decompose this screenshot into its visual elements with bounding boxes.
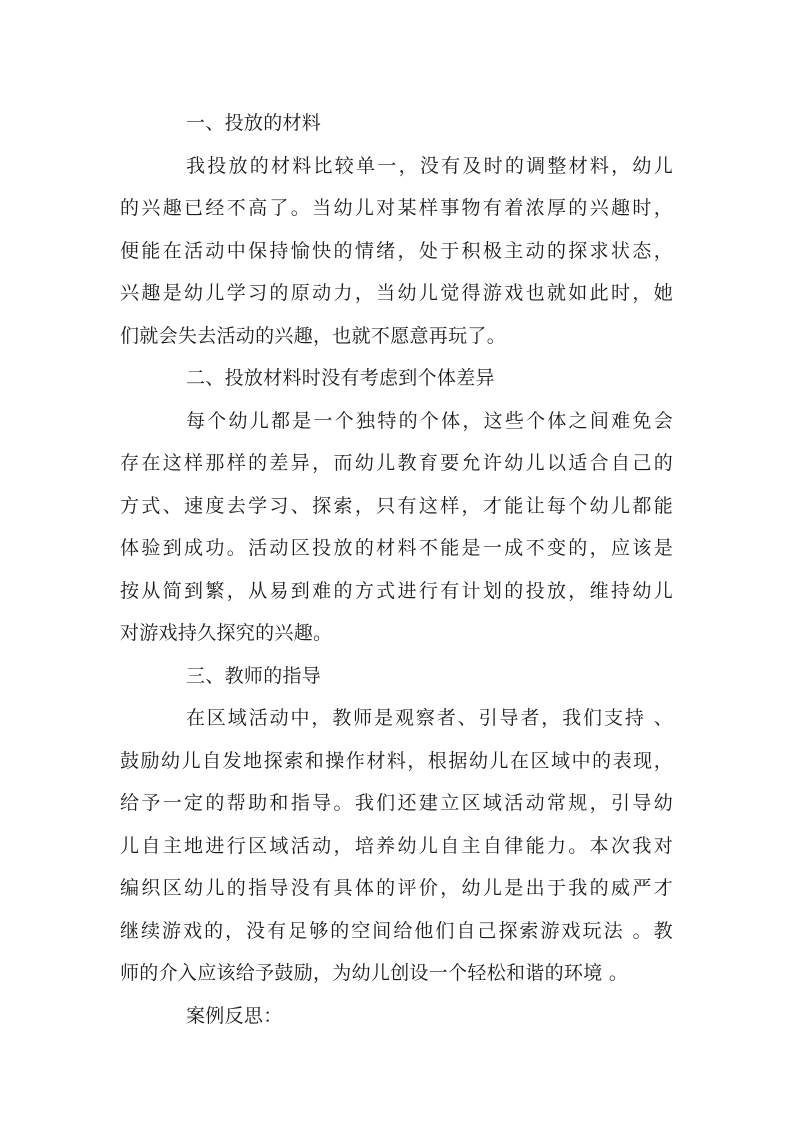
document-body xyxy=(120,102,673,1037)
heading-individual-differences: 二、投放材料时没有考虑到个体差异 xyxy=(186,367,495,389)
paragraph-line: 儿自主地进行区域活动，培养幼儿自主自律能力。本次我对 xyxy=(120,834,673,857)
paragraph-line: 编织区幼儿的指导没有具体的评价，幼儿是出于我的威严才 xyxy=(120,877,673,899)
paragraph-line: 鼓励幼儿自发地探索和操作材料，根据幼儿在区域中的表现， xyxy=(120,749,673,772)
paragraph-line: 按从简到繁，从易到难的方式进行有计划的投放，维持幼儿 xyxy=(120,579,673,602)
paragraph-line: 的兴趣已经不高了。当幼儿对某样事物有着浓厚的兴趣时， xyxy=(120,197,673,219)
paragraph-line: 我投放的材料比较单一，没有及时的调整材料，幼儿 xyxy=(186,154,673,177)
paragraph-line: 便能在活动中保持愉快的情绪，处于积极主动的探求状态， xyxy=(120,239,673,262)
heading-case-reflection: 案例反思： xyxy=(186,1004,283,1027)
paragraph-line: 兴趣是幼儿学习的原动力，当幼儿觉得游戏也就如此时，她 xyxy=(120,282,673,304)
paragraph-line: 方式、速度去学习、探索，只有这样，才能让每个幼儿都能 xyxy=(120,494,673,517)
paragraph-line: 对游戏持久探究的兴趣。 xyxy=(120,622,333,644)
paragraph-line: 体验到成功。活动区投放的材料不能是一成不变的，应该是 xyxy=(120,537,673,559)
paragraph-line: 每个幼儿都是一个独特的个体，这些个体之间难免会 xyxy=(186,409,673,432)
paragraph-line: 师的介入应该给予鼓励，为幼儿创设一个轻松和谐的环境 。 xyxy=(120,962,629,984)
heading-materials: 一、投放的材料 xyxy=(186,112,322,134)
paragraph-line: 存在这样那样的差异，而幼儿教育要允许幼儿以适合自己的 xyxy=(120,452,673,474)
paragraph-line: 给予一定的帮助和指导。我们还建立区域活动常规，引导幼 xyxy=(120,792,673,814)
paragraph-line: 继续游戏的，没有足够的空间给他们自己探索游戏玩法 。教 xyxy=(120,919,673,942)
paragraph-line: 们就会失去活动的兴趣，也就不愿意再玩了。 xyxy=(120,324,507,347)
paragraph-line: 在区域活动中，教师是观察者、引导者，我们支持 、 xyxy=(186,707,673,729)
heading-teacher-guidance: 三、教师的指导 xyxy=(186,664,322,687)
